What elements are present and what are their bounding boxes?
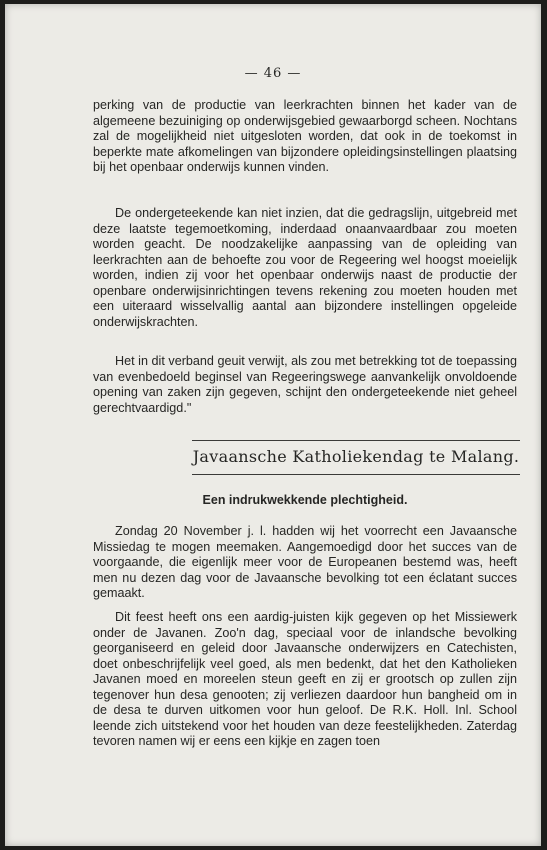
article-subtitle: Een indrukwekkende plechtigheid. xyxy=(202,493,408,507)
paragraph-zondag: Zondag 20 November j. l. hadden wij het voorrecht een Javaansche Missiedag te mogen meemaken. Aangemoedigd door het succes van de voorgaande, die eigenlijk meer voor de Europeanen bestemd was, heeft men nu dezen dag voor de Javaansche bevolking tot een éclatant succes gemaakt. xyxy=(93,524,517,600)
paragraph-verwijt: Het in dit verband geuit verwijt, als zou met betrekking tot de toepassing van evenbedoeld beginsel van Regeeringswege aanvankelijk onvoldoende opening van zaken zijn gegeven, schijnt den ondergeteekende niet geheel gerechtvaardigd." xyxy=(93,354,517,415)
book-page xyxy=(5,4,541,846)
section-rule-top xyxy=(192,440,520,441)
section-rule-bottom xyxy=(192,474,520,475)
paragraph-ondergeteekende: De ondergeteekende kan niet inzien, dat die gedragslijn, uitgebreid met deze laatste tegemoetkoming, inderdaad onaanvaardbaar zou moeten worden geacht. De noodzakelijke aanpassing van de opleiding van leerkrachten aan de behoefte zou voor de Regeering wel hoogst moeielijk worden, indien zij voor het openbaar onderwijs naast de productie der openbare onderwijsinrichtingen tevens rekening zou moeten houden met een uiteraard wisselvallig aantal aan bijzondere instellingen opgeleide onderwijskrachten. xyxy=(93,206,517,329)
section-title: Javaansche Katholiekendag te Malang. xyxy=(192,447,520,466)
paragraph-continuation: perking van de productie van leerkrachten binnen het kader van de algemeene bezuiniging op onderwijsgebied gewaarborgd scheen. Nochtans zal de mogelijkheid niet uitgesloten worden, dat ook in de toekomst in beperkte mate afkomelingen van bijzondere opleidingsinstellingen plaatsing bij het openbaar onderwijs kunnen vinden. xyxy=(93,98,517,174)
page-number: — 46 — xyxy=(244,66,302,81)
paragraph-feest: Dit feest heeft ons een aardig-juisten kijk gegeven op het Missiewerk onder de Javanen. Zoo'n dag, speciaal voor de inlandsche bevolking georganiseerd en geleid door Javaansche onderwijzers en Catechisten, doet onbeschrijfelijk veel goed, als men bedenkt, dat het den Katholieken Javanen moed en moreelen steun geeft en zij er grootsch op zullen zijn tegenover hun desa genooten; zij verliezen daardoor hun bangheid om in de desa te durven uitkomen voor hun geloof. De R.K. Holl. Inl. School leende zich uitstekend voor het houden van deze feestelijkheden. Zaterdag tevoren namen wij er eens een kijkje en zagen toen xyxy=(93,610,517,748)
